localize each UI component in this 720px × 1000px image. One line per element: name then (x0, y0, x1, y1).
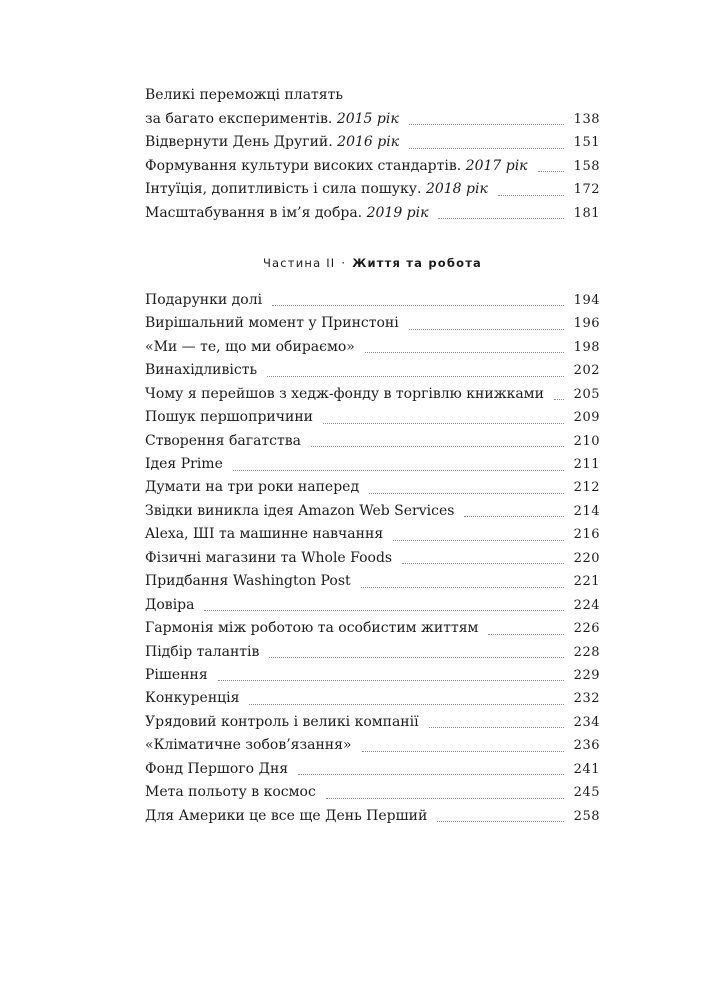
toc-page-number: 245 (573, 785, 600, 801)
toc-entry-year: 2017 рік (465, 157, 528, 174)
toc-entry (145, 523, 600, 546)
toc-entry (145, 383, 600, 406)
toc-entry-title: Чому я перейшов з хедж-фонду в торгівлю книжками (145, 385, 544, 402)
part-title: Життя та робота (352, 256, 483, 270)
toc-entry-title: Підбір талантів (145, 643, 260, 660)
toc-entry-title: Придбання Washington Post (145, 573, 351, 590)
toc-page-number: 211 (573, 457, 600, 473)
toc-page-number: 209 (573, 410, 600, 426)
part-separator: · (341, 256, 347, 270)
toc-page-number: 212 (573, 480, 600, 496)
dot-leader (272, 305, 564, 306)
toc-page-number: 158 (573, 158, 600, 174)
toc-entry (145, 155, 600, 179)
toc-entry-title: Довіра (145, 596, 195, 613)
toc-page-number: 181 (573, 205, 600, 221)
toc-page-number: 210 (573, 433, 600, 449)
toc-entry (145, 687, 600, 710)
dot-leader (437, 821, 563, 822)
toc-entry (145, 664, 600, 687)
toc-entry-title: Пошук першопричини (145, 409, 313, 426)
dot-leader (538, 171, 564, 172)
toc-entry (145, 734, 600, 757)
dot-leader (323, 423, 564, 424)
toc-page-number: 172 (573, 182, 600, 197)
toc-entry-title: Створення багатства (145, 432, 301, 449)
toc-entry-year: 2015 рік (336, 110, 399, 127)
toc-entry (145, 758, 600, 781)
dot-leader (402, 563, 564, 564)
toc-page-number: 228 (573, 644, 600, 660)
toc-entry (145, 805, 600, 828)
toc-entry-title: Ідея Prime (145, 456, 223, 473)
toc-entry-title: Формування культури високих стандартів. 2017 рік (145, 157, 528, 174)
toc-entry (145, 617, 600, 640)
toc-entry-title: Думати на три роки наперед (145, 479, 360, 496)
toc-entry-title: Alexa, ШІ та машинне навчання (145, 526, 384, 543)
toc-entry-title: Мета польоту в космос (145, 784, 316, 801)
dot-leader (409, 124, 564, 125)
dot-leader (369, 493, 564, 494)
toc-page-number: 234 (573, 714, 600, 730)
toc-entry-title: «Ми — те, що ми обираємо» (145, 338, 355, 355)
dot-leader (393, 540, 564, 541)
dot-leader (429, 727, 564, 728)
dot-leader (409, 148, 564, 149)
toc-entry-title: Фізичні магазини та Whole Foods (145, 549, 393, 566)
toc-page-number: 232 (573, 691, 600, 707)
toc-entry-title: Відвернути День Другий. 2016 рік (145, 134, 400, 150)
toc-entry-title: Звідки виникла ідея Amazon Web Services (145, 502, 455, 519)
toc-page-number: 229 (573, 667, 600, 683)
dot-leader (554, 399, 564, 400)
toc-entry (145, 178, 600, 202)
toc-page-number: 214 (573, 503, 600, 519)
toc-entry-title: Винахідливість (145, 362, 258, 379)
toc-entry-year: 2019 рік (366, 204, 429, 221)
dot-leader (488, 634, 563, 635)
toc-page-number: 198 (573, 339, 600, 355)
toc-entry (145, 84, 600, 131)
toc-entry (145, 547, 600, 570)
toc-entry-title: Фонд Першого Дня (145, 760, 289, 777)
toc-page-number: 224 (573, 597, 600, 613)
toc-page-number: 241 (573, 761, 600, 777)
dot-leader (204, 610, 563, 611)
toc-entry-title: Вирішальний момент у Принстоні (145, 315, 399, 332)
dot-leader (498, 195, 564, 196)
dot-leader (326, 798, 564, 799)
dot-leader (311, 446, 564, 447)
table-of-contents (145, 84, 600, 828)
toc-entry-year: 2016 рік (337, 134, 400, 150)
toc-entry-title: Інтуїція, допитливість і сила пошуку. 2018 рік (145, 181, 488, 197)
toc-page-number: 151 (573, 135, 600, 150)
toc-entry (145, 406, 600, 429)
toc-entry (145, 711, 600, 734)
toc-entry (145, 570, 600, 593)
toc-entry (145, 202, 600, 226)
dot-leader (438, 218, 563, 219)
dot-leader (269, 657, 563, 658)
toc-entry-title: за багато експериментів. 2015 рік (145, 110, 399, 127)
toc-page-number: 226 (573, 621, 600, 637)
dot-leader (464, 516, 563, 517)
toc-entry-title: «Кліматичне зобов’язання» (145, 737, 352, 754)
dot-leader (218, 680, 564, 681)
toc-page-number: 194 (573, 292, 600, 308)
part-heading (145, 254, 600, 272)
toc-entry (145, 781, 600, 804)
toc-section-part-1 (145, 84, 600, 225)
toc-entry-title: Рішення (145, 666, 208, 683)
toc-page-number: 138 (573, 111, 600, 127)
dot-leader (409, 329, 564, 330)
toc-page-number: 196 (573, 316, 600, 332)
dot-leader (365, 352, 564, 353)
dot-leader (362, 751, 564, 752)
toc-entry-year: 2018 рік (425, 181, 488, 197)
toc-entry (145, 430, 600, 453)
toc-entry (145, 477, 600, 500)
toc-entry (145, 594, 600, 617)
dot-leader (233, 470, 564, 471)
toc-page-number: 216 (573, 527, 600, 543)
toc-entry (145, 359, 600, 382)
toc-entry (145, 289, 600, 312)
toc-section-part-2 (145, 289, 600, 828)
toc-entry (145, 131, 600, 155)
toc-page-number: 258 (573, 808, 600, 824)
toc-entry-title: Подарунки долі (145, 291, 263, 308)
toc-page-number: 220 (573, 550, 600, 566)
toc-page-number: 221 (573, 574, 600, 590)
toc-entry (145, 641, 600, 664)
toc-entry-title: Урядовий контроль і великі компанії (145, 713, 419, 730)
toc-page-number: 205 (573, 386, 600, 402)
toc-entry-title-line1: Великі переможці платять (145, 87, 343, 103)
toc-entry-title: Масштабування в ім’я добра. 2019 рік (145, 204, 429, 221)
toc-entry (145, 312, 600, 335)
dot-leader (267, 376, 564, 377)
toc-entry (145, 500, 600, 523)
part-label: Частина II (262, 256, 336, 270)
toc-entry-title: Для Америки це все ще День Перший (145, 807, 428, 824)
toc-entry-title: Гармонія між роботою та особистим життям (145, 620, 479, 637)
toc-page-number: 202 (573, 363, 600, 379)
dot-leader (361, 587, 564, 588)
toc-entry-title: Конкуренція (145, 690, 240, 707)
dot-leader (249, 704, 563, 705)
toc-entry (145, 336, 600, 359)
toc-page-number: 236 (573, 738, 600, 754)
dot-leader (298, 774, 564, 775)
toc-entry (145, 453, 600, 476)
